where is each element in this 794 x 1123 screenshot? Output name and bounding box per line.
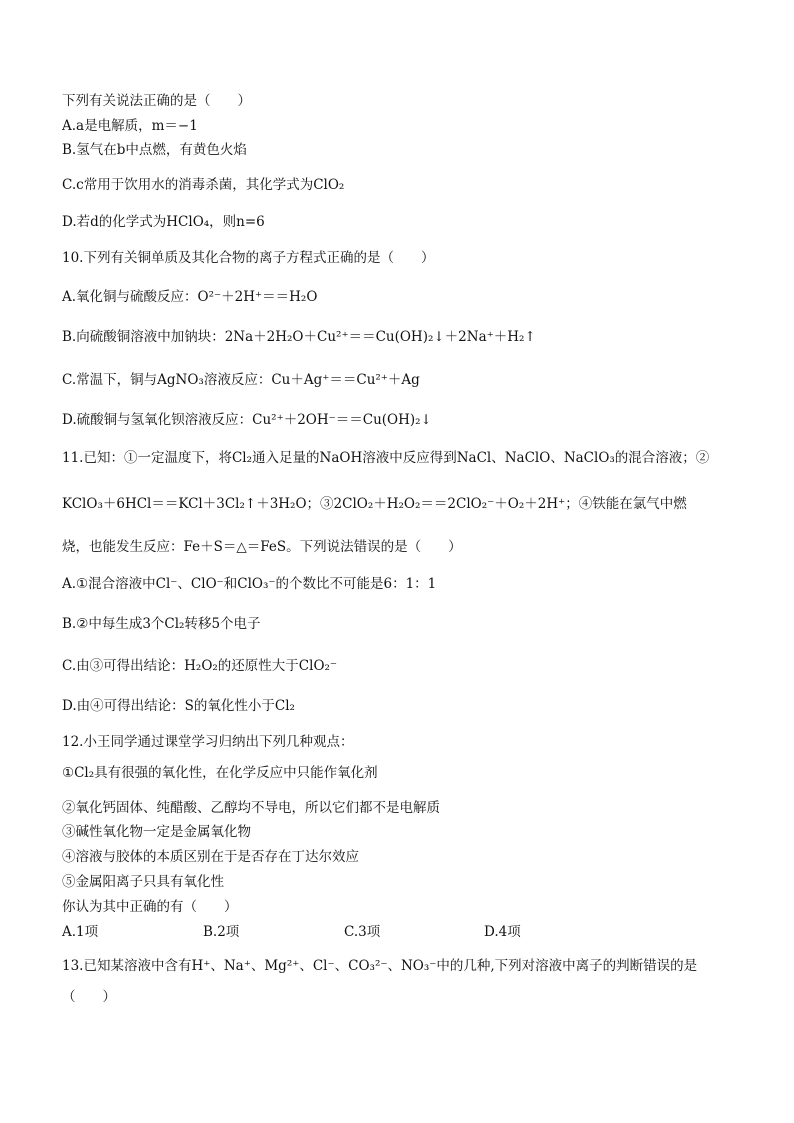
q12-stem: 12.小王同学通过课堂学习归纳出下列几种观点： <box>62 734 354 750</box>
q11-option-b: B.②中每生成3个Cl₂转移5个电子 <box>62 616 261 632</box>
q12-option-c: C.3项 <box>344 924 381 940</box>
q12-option-d: D.4项 <box>484 924 521 940</box>
q12-option-b: B.2项 <box>203 924 240 940</box>
q12-question: 你认为其中正确的有（ ） <box>62 899 238 915</box>
q9-option-c: C.c常用于饮用水的消毒杀菌，其化学式为ClO₂ <box>62 177 345 193</box>
q13-line-2: （ ） <box>62 989 116 1005</box>
q13-line-1: 13.已知某溶液中含有H⁺、Na⁺、Mg²⁺、Cl⁻、CO₃²⁻、NO₃⁻中的几种,下列对溶液中离子的判断错误的是 <box>62 958 698 974</box>
q12-viewpoint-5: ⑤金属阳离子只具有氧化性 <box>62 874 224 890</box>
q11-option-c: C.由③可得出结论：H₂O₂的还原性大于ClO₂⁻ <box>62 658 338 674</box>
q10-option-d: D.硫酸铜与氢氧化钡溶液反应：Cu²⁺＋2OH⁻＝＝Cu(OH)₂↓ <box>62 412 432 428</box>
q12-viewpoint-3: ③碱性氧化物一定是金属氧化物 <box>62 824 251 840</box>
q12-viewpoint-4: ④溶液与胶体的本质区别在于是否存在丁达尔效应 <box>62 849 359 865</box>
q11-option-d: D.由④可得出结论：S的氧化性小于Cl₂ <box>62 698 295 714</box>
q10-option-c: C.常温下，铜与AgNO₃溶液反应：Cu＋Ag⁺＝＝Cu²⁺＋Ag <box>62 372 420 388</box>
q10-option-a: A.氧化铜与硫酸反应：O²⁻＋2H⁺＝＝H₂O <box>62 289 318 305</box>
q12-option-a: A.1项 <box>62 924 99 940</box>
q11-line-1: 11.已知：①一定温度下，将Cl₂通入足量的NaOH溶液中反应得到NaCl、NaClO、NaClO₃的混合溶液；② <box>62 450 710 466</box>
q9-stem: 下列有关说法正确的是（ ） <box>62 93 251 109</box>
q11-option-a: A.①混合溶液中Cl⁻、ClO⁻和ClO₃⁻的个数比不可能是6：1：1 <box>62 576 437 592</box>
q11-line-3: 烧，也能发生反应：Fe＋S＝△＝FeS。下列说法错误的是（ ） <box>62 539 462 555</box>
q9-option-a: A.a是电解质，m＝−1 <box>62 118 198 134</box>
q9-option-b: B.氢气在b中点燃，有黄色火焰 <box>62 142 247 158</box>
q10-stem: 10.下列有关铜单质及其化合物的离子方程式正确的是（ ） <box>62 250 435 266</box>
q9-option-d: D.若d的化学式为HClO₄，则n=6 <box>62 214 265 230</box>
q12-viewpoint-1: ①Cl₂具有很强的氧化性，在化学反应中只能作氧化剂 <box>62 765 378 781</box>
q10-option-b: B.向硫酸铜溶液中加钠块：2Na＋2H₂O＋Cu²⁺＝＝Cu(OH)₂↓＋2Na⁺＋H₂↑ <box>62 329 536 345</box>
q11-line-2: KClO₃＋6HCl＝＝KCl＋3Cl₂↑＋3H₂O；③2ClO₂＋H₂O₂＝＝2ClO₂⁻＋O₂＋2H⁺；④铁能在氯气中燃 <box>62 496 687 512</box>
q12-viewpoint-2: ②氧化钙固体、纯醋酸、乙醇均不导电，所以它们都不是电解质 <box>62 800 440 816</box>
